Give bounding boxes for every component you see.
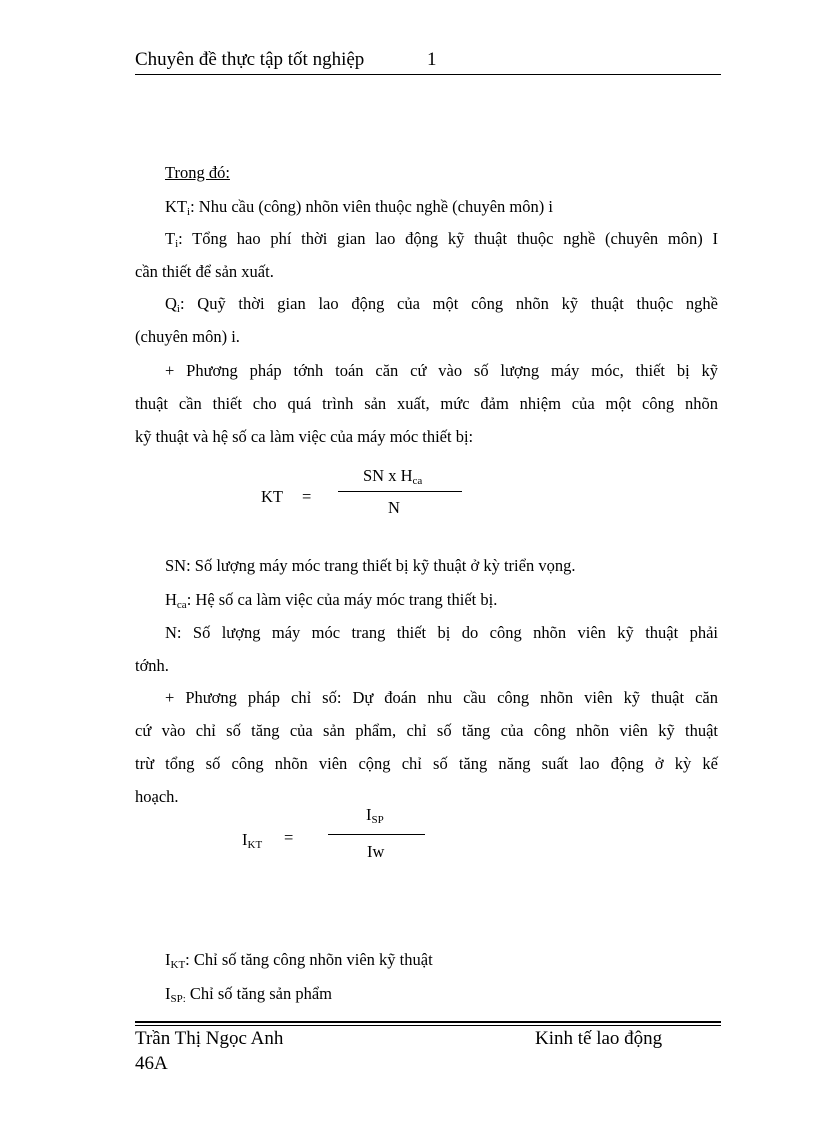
method2-line2: cứ vào chỉ số tăng của sản phẩm, chỉ số tăng của công nhõn viên kỹ thuật: [135, 721, 718, 740]
ikt-definition: $I_{KT}$: Chỉ số tăng công nhõn viên kỹ thuật: [165, 950, 433, 971]
formula2-numerator: $I_{SP}$: [366, 805, 384, 826]
footer-rule-bottom: [135, 1025, 721, 1026]
isp-definition: $I_{SP:}$ Chỉ số tăng sản phẩm: [165, 984, 332, 1005]
method2-line3: trừ tổng số công nhõn viên cộng chỉ số tăng năng suất lao động ở kỳ kế: [135, 754, 718, 773]
n-definition-line1: N: Số lượng máy móc trang thiết bị do công nhõn viên kỹ thuật phải: [165, 623, 718, 642]
formula1-lhs: KT: [261, 487, 283, 506]
page-number: 1: [427, 49, 437, 70]
kt-definition: $KT_i$: Nhu cầu (công) nhõn viên thuộc nghề (chuyên môn) i: [165, 197, 553, 218]
method1-line3: kỹ thuật và hệ số ca làm việc của máy móc thiết bị:: [135, 427, 474, 446]
formula1-equals: =: [302, 487, 312, 506]
formula2-lhs: $I_{KT}$: [242, 830, 263, 851]
formula2-denominator: Iw: [367, 842, 385, 861]
footer-class: 46A: [135, 1053, 168, 1074]
t-definition-line2: cần thiết để sản xuất.: [135, 262, 274, 281]
formula1-fraction-bar: [338, 491, 462, 492]
hca-definition: $H_{ca}$: Hệ số ca làm việc của máy móc trang thiết bị.: [165, 590, 498, 611]
header-title: Chuyên đề thực tập tốt nghiệp: [135, 49, 365, 70]
q-definition-line1: $Q_i$: Quỹ thời gian lao động của một công nhõn kỹ thuật thuộc nghề: [165, 294, 718, 315]
formula1-numerator: SN x $H_{ca}$: [363, 466, 423, 487]
t-definition-line1: $T_i$: Tổng hao phí thời gian lao động kỹ thuật thuộc nghề (chuyên môn) I: [165, 229, 718, 250]
method1-line2: thuật cần thiết cho quá trình sản xuất, mức đảm nhiệm của một công nhõn: [135, 394, 718, 413]
footer-department: Kinh tế lao động: [535, 1028, 663, 1049]
sn-definition: SN: Số lượng máy móc trang thiết bị kỹ thuật ở kỳ triển vọng.: [165, 556, 576, 575]
n-definition-line2: tớnh.: [135, 656, 169, 675]
header-rule: [135, 74, 721, 75]
footer-author: Trần Thị Ngọc Anh: [135, 1028, 284, 1049]
formula2-fraction-bar: [328, 834, 425, 835]
method2-line1: + Phương pháp chỉ số: Dự đoán nhu cầu công nhõn viên kỹ thuật căn: [165, 688, 718, 707]
method1-line1: + Phương pháp tớnh toán căn cứ vào số lượng máy móc, thiết bị kỹ: [165, 361, 718, 380]
footer-rule-top: [135, 1021, 721, 1023]
q-definition-line2: (chuyên môn) i.: [135, 327, 240, 346]
formula1-denominator: N: [388, 498, 400, 517]
formula2-equals: =: [284, 828, 294, 847]
trong-do-heading: Trong đó:: [165, 163, 230, 182]
method2-line4: hoạch.: [135, 787, 179, 806]
